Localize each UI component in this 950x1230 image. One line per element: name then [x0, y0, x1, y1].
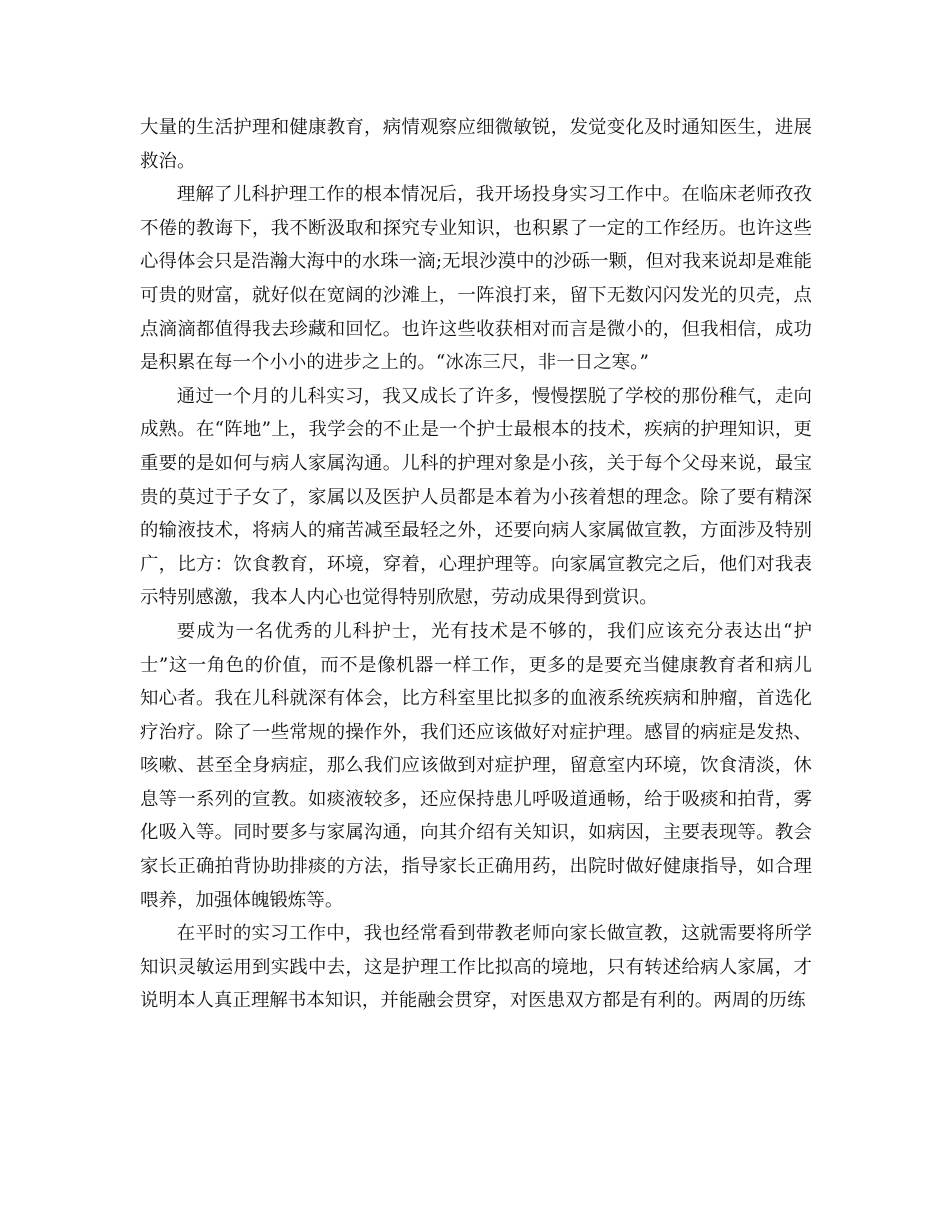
paragraph-daily-practice: 在平时的实习工作中，我也经常看到带教老师向家长做宣教，这就需要将所学知识灵敏运用到实践中去，这是护理工作比拟高的境地，只有转述给病人家属，才说明本人真正理解书本知识，并能融会贯穿，对医患双方都是有利的。两周的历练 — [140, 923, 812, 1012]
paragraph-internship-start: 理解了儿科护理工作的根本情况后，我开场投身实习工作中。在临床老师孜孜不倦的教诲下，我不断汲取和探究专业知识，也积累了一定的工作经历。也许这些心得体会只是浩瀚大海中的水珠一滴;无垠沙漠中的沙砾一颗，但对我来说却是难能可贵的财富，就好似在宽阔的沙滩上，一阵浪打来，留下无数闪闪发光的贝壳，点点滴滴都值得我去珍藏和回忆。也许这些收获相对而言是微小的，但我相信，成功是积累在每一个小小的进步之上的。“冰冻三尺，非一日之寒。” — [140, 184, 812, 374]
paragraph-pediatric-nurse: 要成为一名优秀的儿科护士，光有技术是不够的，我们应该充分表达出“护士”这一角色的价值，而不是像机器一样工作，更多的是要充当健康教育者和病儿知心者。我在儿科就深有体会，比方科室里比拟多的血液系统疾病和肿瘤，首选化疗治疗。除了一些常规的操作外，我们还应该做好对症护理。感冒的病症是发热、咳嗽、甚至全身病症，那么我们应该做到对症护理，留意室内环境，饮食清淡，休息等一系列的宣教。如痰液较多，还应保持患儿呼吸道通畅，给于吸痰和拍背，雾化吸入等。同时要多与家属沟通，向其介绍有关知识，如病因，主要表现等。教会家长正确拍背协助排痰的方法，指导家长正确用药，出院时做好健康指导，如合理喂养，加强体魄锻炼等。 — [140, 620, 812, 911]
paragraph-growth: 通过一个月的儿科实习，我又成长了许多，慢慢摆脱了学校的那份稚气，走向成熟。在“阵地”上，我学会的不止是一个护士最根本的技术，疾病的护理知识，更重要的是如何与病人家属沟通。儿科的护理对象是小孩，关于每个父母来说，最宝贵的莫过于子女了，家属以及医护人员都是本着为小孩着想的理念。除了要有精深的输液技术，将病人的痛苦减至最轻之外，还要向病人家属做宣教，方面涉及特别广，比方：饮食教育，环境，穿着，心理护理等。向家属宣教完之后，他们对我表示特别感激，我本人内心也觉得特别欣慰，劳动成果得到赏识。 — [140, 385, 812, 609]
document-body — [140, 111, 812, 1018]
paragraph-continued: 大量的生活护理和健康教育，病情观察应细微敏锐，发觉变化及时通知医生，进展救治。 — [140, 117, 812, 172]
